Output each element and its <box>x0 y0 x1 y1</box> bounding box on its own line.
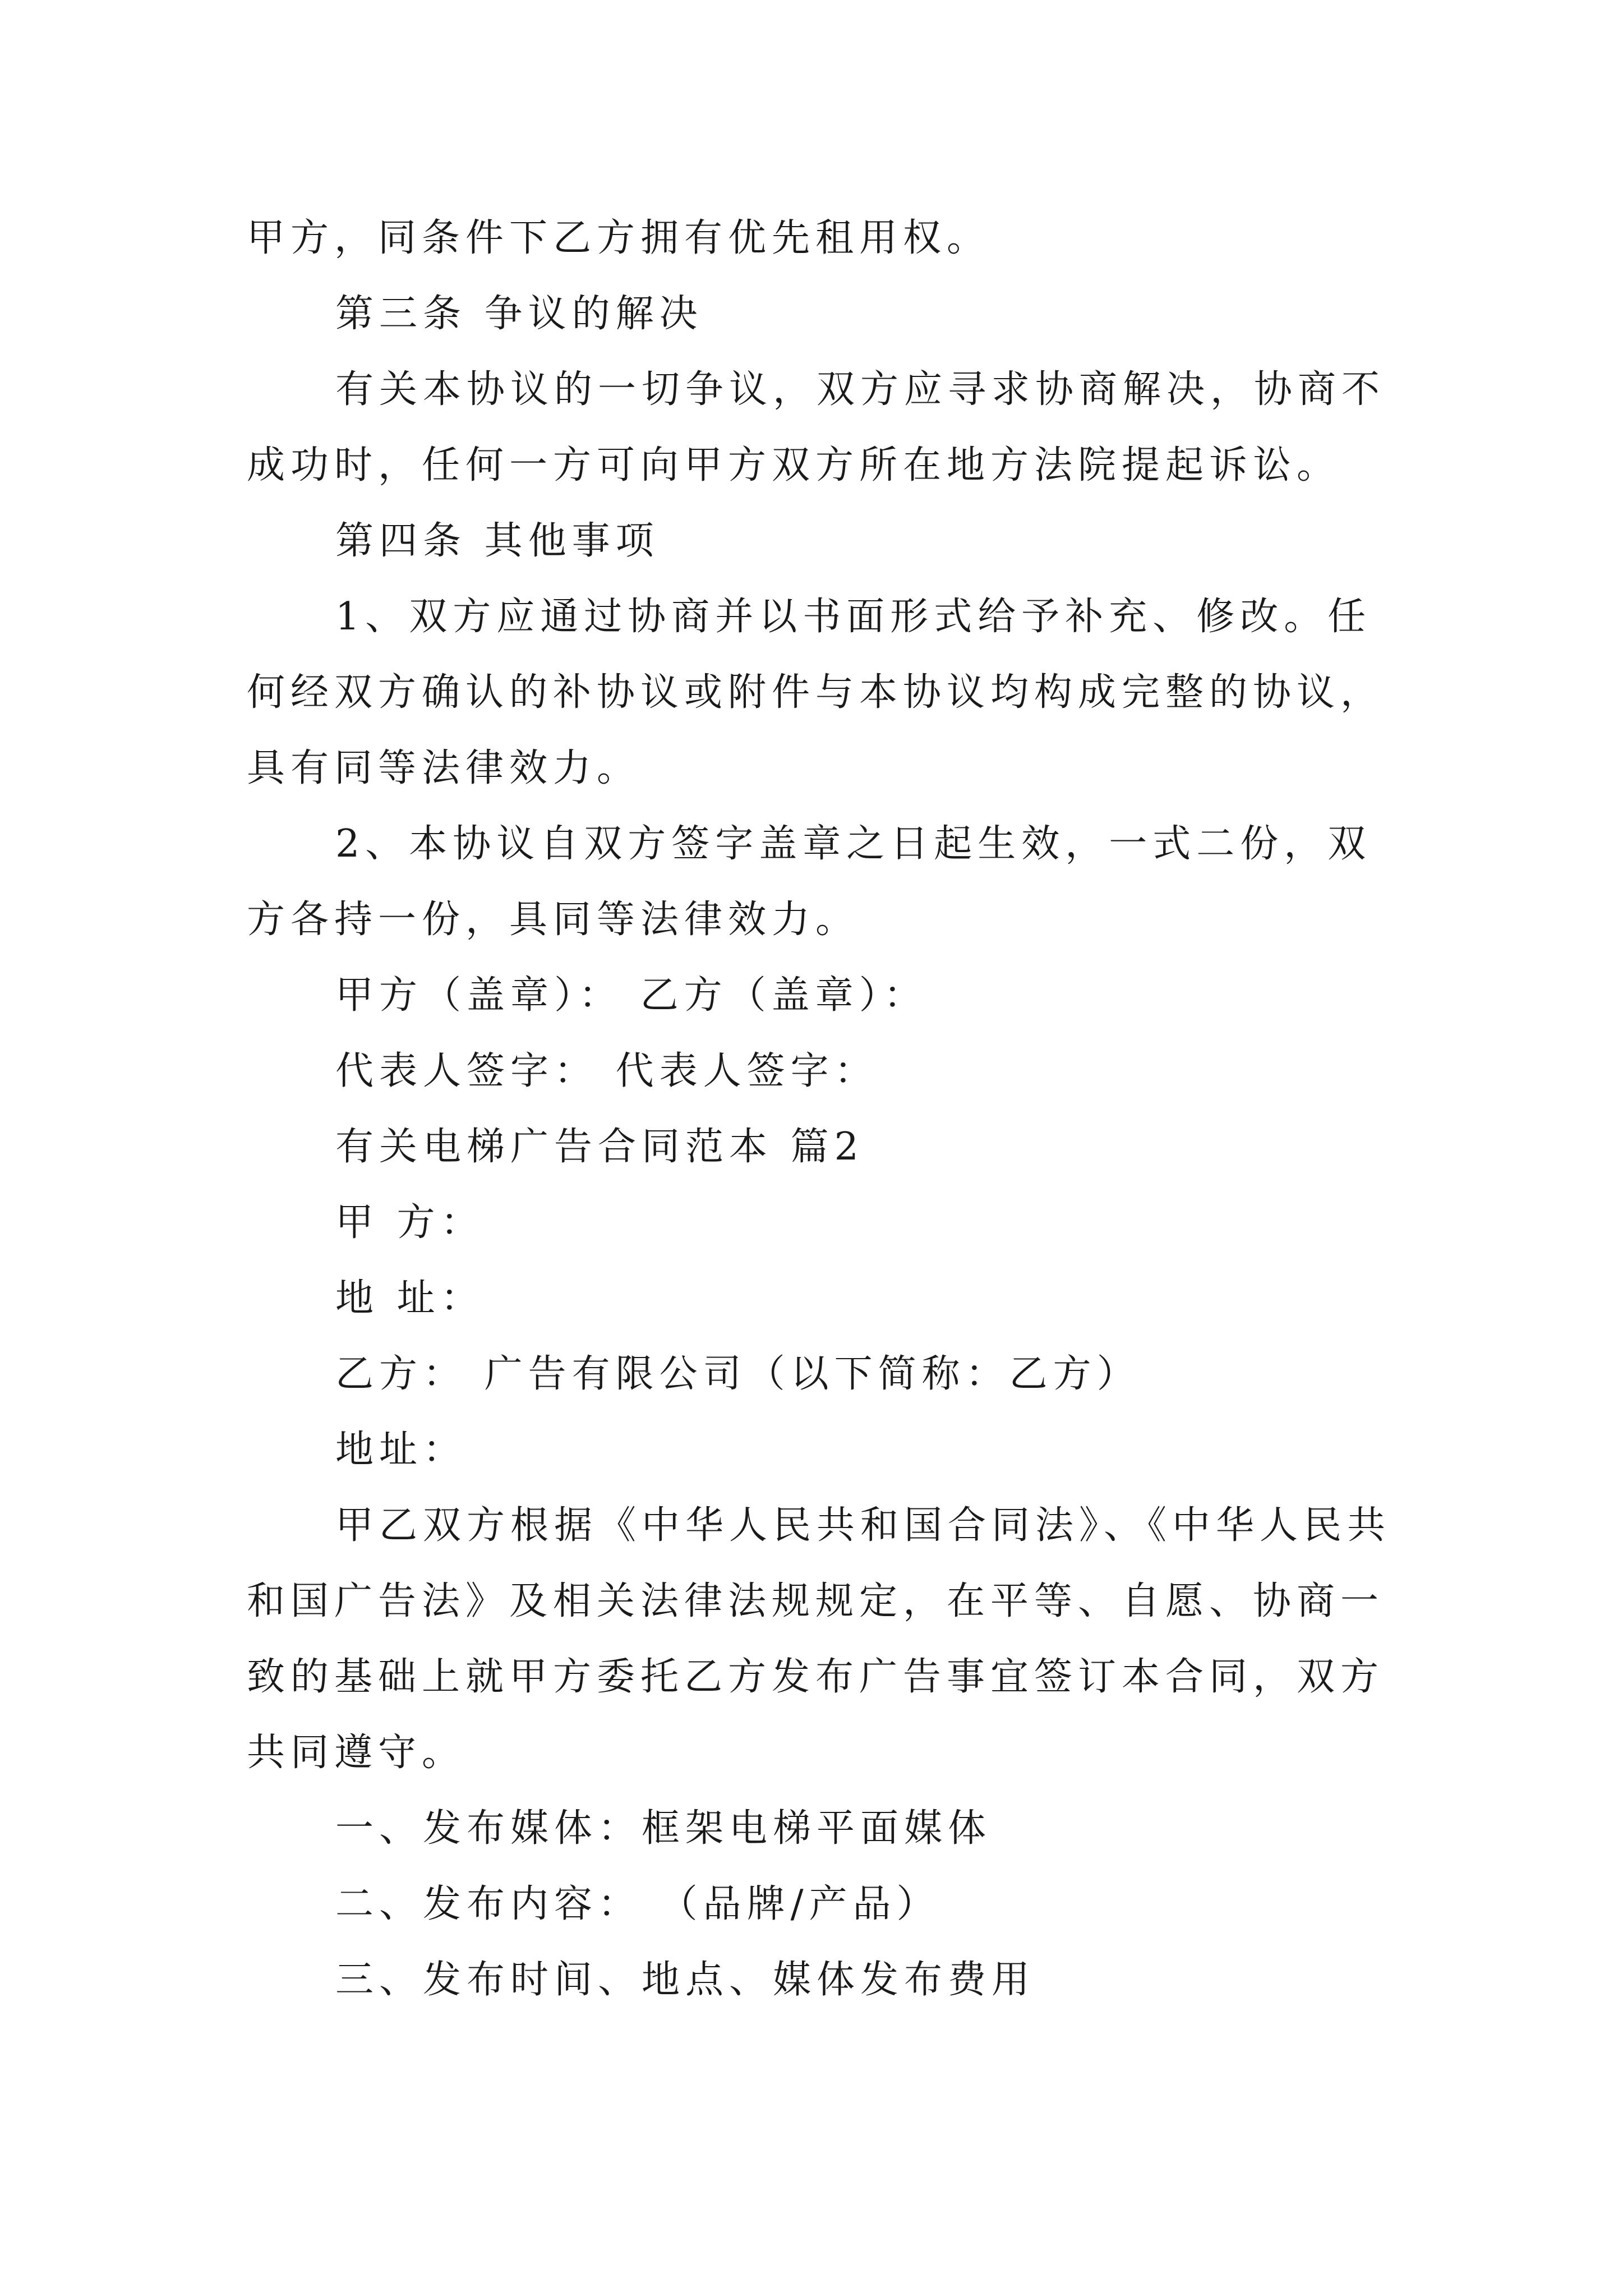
paragraph-line: 1、双方应通过协商并以书面形式给予补充、修改。任 <box>335 595 1372 639</box>
paragraph-line: 具有同等法律效力。 <box>247 746 641 790</box>
section-heading-3: 第三条 争议的解决 <box>335 292 703 336</box>
clause-item: 二、发布内容： （品牌/产品） <box>335 1882 940 1926</box>
paragraph-line: 有关本协议的一切争议，双方应寻求协商解决，协商不 <box>335 367 1386 412</box>
clause-item: 一、发布媒体：框架电梯平面媒体 <box>335 1806 992 1851</box>
signature-rep-line: 代表人签字： 代表人签字： <box>335 1049 878 1093</box>
address-label: 地 址： <box>335 1276 485 1320</box>
paragraph-line: 致的基础上就甲方委托乙方发布广告事宜签订本合同，双方 <box>247 1655 1385 1699</box>
paragraph-line: 甲乙双方根据《中华人民共和国合同法》、《中华人民共 <box>335 1503 1391 1548</box>
paragraph-line: 共同遵守。 <box>247 1731 466 1775</box>
paragraph-line: 方各持一份，具同等法律效力。 <box>247 898 860 942</box>
section-heading-4: 第四条 其他事项 <box>335 519 660 563</box>
party-a-label: 甲 方： <box>335 1200 485 1245</box>
paragraph-line: 2、本协议自双方签字盖章之日起生效，一式二份，双 <box>335 822 1372 866</box>
paragraph-line: 成功时，任何一方可向甲方双方所在地方法院提起诉讼。 <box>247 443 1341 487</box>
contract-title: 有关电梯广告合同范本 篇2 <box>335 1125 864 1169</box>
paragraph-line: 甲方，同条件下乙方拥有优先租用权。 <box>247 216 991 260</box>
paragraph-line: 和国广告法》及相关法律法规规定，在平等、自愿、协商一 <box>247 1579 1385 1623</box>
clause-item: 三、发布时间、地点、媒体发布费用 <box>335 1958 1036 2002</box>
paragraph-line: 何经双方确认的补协议或附件与本协议均构成完整的协议， <box>247 670 1385 715</box>
address-label: 地址： <box>335 1428 467 1472</box>
party-b-label: 乙方： 广告有限公司（以下简称：乙方） <box>335 1352 1141 1396</box>
signature-seal-line: 甲方（盖章）： 乙方（盖章）： <box>335 973 928 1018</box>
